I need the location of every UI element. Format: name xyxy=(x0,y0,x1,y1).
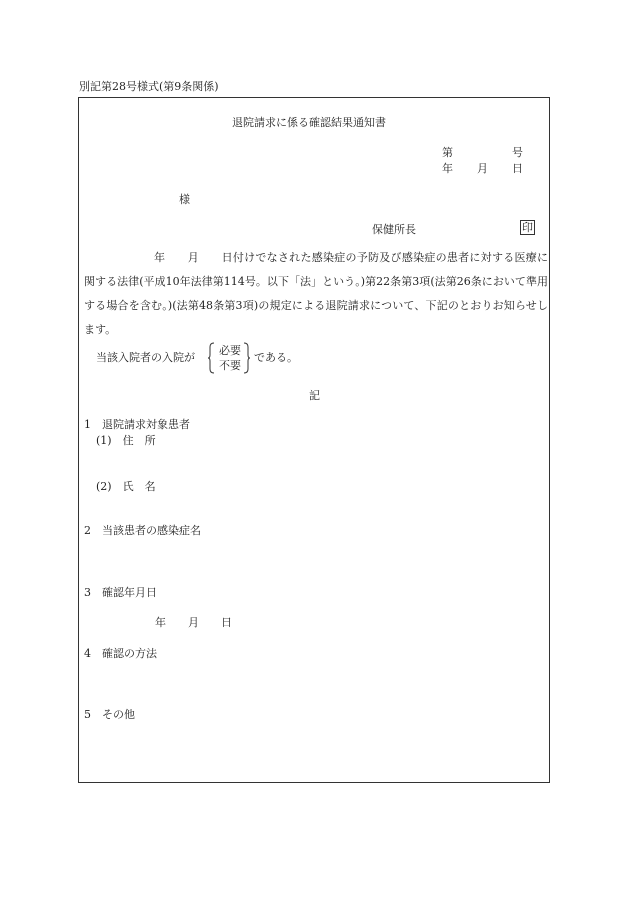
option-unnecessary: 不要 xyxy=(219,359,241,372)
recipient-suffix: 様 xyxy=(179,193,190,206)
item-1-name: (2) 氏 名 xyxy=(96,480,156,493)
form-header-note: 別記第28号様式(第9条関係) xyxy=(79,80,219,93)
document-title: 退院請求に係る確認結果通知書 xyxy=(232,116,386,129)
item-2: 2 当該患者の感染症名 xyxy=(84,524,201,537)
seal-text: 印 xyxy=(522,221,533,234)
item-3: 3 確認年月日 xyxy=(84,586,157,599)
item-1-address: (1) 住 所 xyxy=(96,434,156,447)
date-month: 月 xyxy=(477,162,488,175)
doc-number-suffix: 号 xyxy=(512,146,523,159)
issuer-title: 保健所長 xyxy=(372,223,416,236)
hospitalization-suffix: である。 xyxy=(254,351,298,364)
seal-mark xyxy=(520,220,535,235)
date-day: 日 xyxy=(512,162,523,175)
ki-heading: 記 xyxy=(309,389,320,402)
doc-number-prefix: 第 xyxy=(442,146,453,159)
item-4: 4 確認の方法 xyxy=(84,647,157,660)
option-necessary: 必要 xyxy=(219,344,241,357)
item-1: 1 退院請求対象患者 xyxy=(84,418,190,431)
body-paragraph: 年 月 日付けでなされた感染症の予防及び感染症の患者に対する医療に関する法律(平成10年法律第114号。以下「法」という。)第22条第3項(法第26条において準用する場合を含む。)(法第48条第3項)の規定による退院請求について、下記のとおりお知らせします。 xyxy=(84,251,548,336)
item-3-date: 年 月 日 xyxy=(155,616,232,629)
hospitalization-prefix: 当該入院者の入院が xyxy=(96,351,195,364)
date-year: 年 xyxy=(442,162,453,175)
hospitalization-options xyxy=(208,342,250,374)
item-5: 5 その他 xyxy=(84,708,135,721)
